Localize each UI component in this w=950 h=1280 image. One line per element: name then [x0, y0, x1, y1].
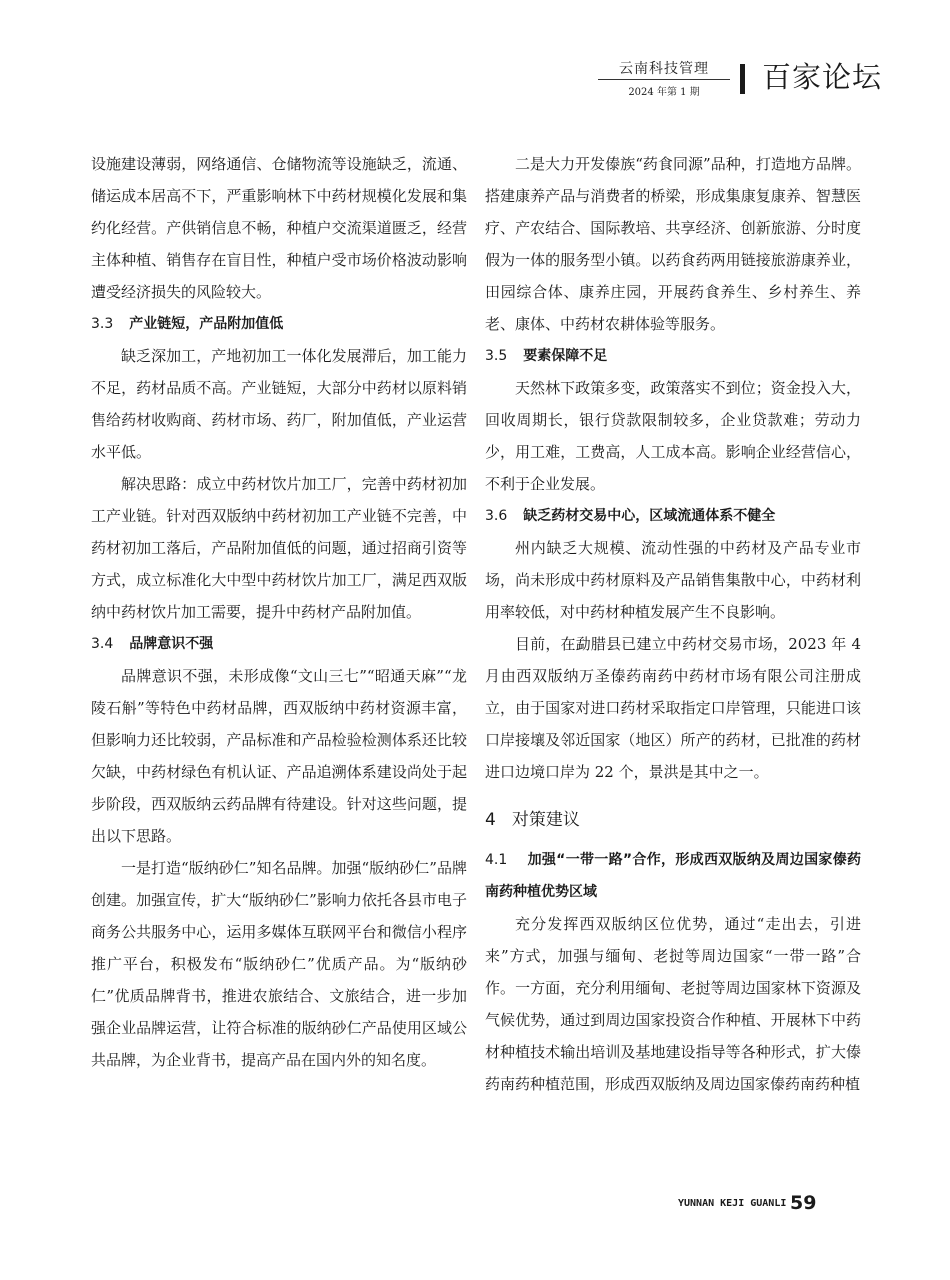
- paragraph: 设施建设薄弱，网络通信、仓储物流等设施缺乏，流通、储运成本居高不下，严重影响林下中药材规模化发展和集约化经营。产供销信息不畅，种植户交流渠道匮乏，经营主体种植、销售存在盲目性，种植户受市场价格波动影响遭受经济损失的风险较大。: [91, 155, 467, 301]
- journal-title: 云南科技管理: [619, 61, 709, 77]
- heading-3-6: [485, 500, 861, 532]
- paragraph: 天然林下政策多变，政策落实不到位；资金投入大，回收周期长，银行贷款限制较多，企业贷款难；劳动力少，用工难，工费高，人工成本高。影响企业经营信心，不利于企业发展。: [485, 379, 861, 493]
- paragraph: 一是打造“版纳砂仁”知名品牌。加强“版纳砂仁”品牌创建。加强宣传，扩大“版纳砂仁”影响力依托各县市电子商务公共服务中心，运用多媒体互联网平台和微信小程序推广平台，积极发布“版纳砂仁”优质产品。为“版纳砂仁”优质品牌背书，推进农旅结合、文旅结合，进一步加强企业品牌运营，让符合标准的版纳砂仁产品使用区域公共品牌，为企业背书，提高产品在国内外的知名度。: [91, 859, 467, 1069]
- left-column: [91, 148, 467, 1076]
- heading-number: 4.1: [485, 852, 508, 868]
- section-title: 百家论坛: [762, 60, 883, 94]
- right-column: [485, 148, 861, 1100]
- paragraph: 二是大力开发傣族“药食同源”品种，打造地方品牌。搭建康养产品与消费者的桥梁，形成集康复康养、智慧医疗、产农结合、国际教培、共享经济、创新旅游、分时度假为一体的服务型小镇。以药食药两用链接旅游康养业，田园综合体、康养庄园，开展药食养生、乡村养生、养老、康体、中药材农耕体验等服务。: [485, 155, 861, 333]
- heading-text: 缺乏药材交易中心，区域流通体系不健全: [523, 508, 776, 524]
- heading-4-1: [485, 844, 861, 908]
- heading-4: [485, 804, 861, 836]
- heading-3-4: [91, 628, 467, 660]
- issue-label: 2024 年第 1 期: [628, 87, 700, 98]
- heading-3-5: [485, 340, 861, 372]
- heading-text: 产业链短，产品附加值低: [129, 316, 284, 332]
- paragraph: 州内缺乏大规模、流动性强的中药材及产品专业市场，尚未形成中药材原料及产品销售集散中心，中药材利用率较低，对中药材种植发展产生不良影响。: [485, 539, 861, 621]
- header-rule: [598, 79, 730, 80]
- heading-number: 3.5: [485, 348, 508, 364]
- heading-3-3: [91, 308, 467, 340]
- paragraph: 品牌意识不强，未形成像“文山三七”“昭通天麻”“龙陵石斛”等特色中药材品牌，西双版纳中药材资源丰富，但影响力还比较弱，产品标准和产品检验检测体系还比较欠缺，中药材绿色有机认证、产品追溯体系建设尚处于起步阶段，西双版纳云药品牌有待建设。针对这些问题，提出以下思路。: [91, 667, 467, 845]
- heading-text: 加强“一带一路”合作，形成西双版纳及周边国家傣药南药种植优势区域: [485, 852, 861, 900]
- header-divider-bar: [740, 64, 745, 94]
- paragraph: 缺乏深加工，产地初加工一体化发展滞后，加工能力不足，药材品质不高。产业链短，大部分中药材以原料销售给药材收购商、药材市场、药厂，附加值低，产业运营水平低。: [91, 347, 467, 461]
- paragraph: 充分发挥西双版纳区位优势，通过“走出去，引进来”方式，加强与缅甸、老挝等周边国家“一带一路”合作。一方面，充分利用缅甸、老挝等周边国家林下资源及气候优势，通过到周边国家投资合作种植、开展林下中药材种植技术输出培训及基地建设指导等各种形式，扩大傣药南药种植范围，形成西双版纳及周边国家傣药南药种植: [485, 915, 861, 1093]
- heading-number: 3.6: [485, 508, 508, 524]
- heading-number: 4: [485, 810, 496, 830]
- page-number: 59: [790, 1192, 817, 1214]
- heading-text: 对策建议: [511, 810, 580, 830]
- heading-number: 3.4: [91, 636, 114, 652]
- footer-journal-label: YUNNAN KEJI GUANLI: [678, 1198, 787, 1209]
- heading-text: 要素保障不足: [523, 348, 608, 364]
- paragraph: 目前，在勐腊县已建立中药材交易市场，2023 年 4 月由西双版纳万圣傣药南药中药材市场有限公司注册成立，由于国家对进口药材采取指定口岸管理，只能进口该口岸接壤及邻近国家（地区）所产的药材，已批准的药材进口边境口岸为 22 个，景洪是其中之一。: [485, 635, 861, 781]
- heading-text: 品牌意识不强: [129, 636, 214, 652]
- paragraph: 解决思路：成立中药材饮片加工厂，完善中药材初加工产业链。针对西双版纳中药材初加工产业链不完善，中药材初加工落后，产品附加值低的问题，通过招商引资等方式，成立标准化大中型中药材饮片加工厂，满足西双版纳中药材饮片加工需要，提升中药材产品附加值。: [91, 475, 467, 621]
- heading-number: 3.3: [91, 316, 114, 332]
